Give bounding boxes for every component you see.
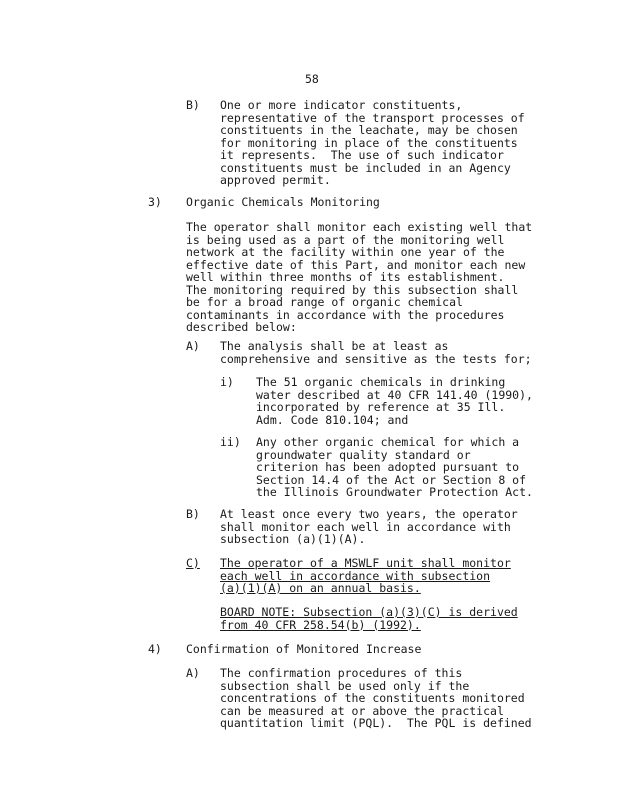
text-line: Section 14.4 of the Act or Section 8 of	[256, 472, 527, 487]
text-line: The monitoring required by this subsection shall	[186, 282, 519, 297]
text-line: One or more indicator constituents,	[220, 98, 463, 112]
text-line: well within three months of its establishment.	[186, 270, 505, 284]
text-line: is being used as a part of the monitoring well	[186, 232, 505, 247]
item-label: A)	[186, 666, 200, 680]
item-label: B)	[186, 98, 200, 112]
text-line: (a)(1)(A) on an annual basis.	[220, 581, 421, 595]
text-line: At least once every two years, the operator	[220, 507, 518, 521]
text-line: subsection (a)(1)(A).	[220, 532, 366, 546]
item-text	[220, 508, 518, 546]
text-line: The operator shall monitor each existing well that	[186, 220, 533, 234]
text-line: incorporated by reference at 35 Ill.	[256, 400, 506, 414]
subitem-label: i)	[220, 375, 234, 389]
section-intro	[186, 221, 532, 334]
text-line: representative of the transport processes of	[220, 110, 525, 125]
text-line: The 51 organic chemicals in drinking	[256, 375, 506, 389]
board-note	[220, 606, 518, 631]
item-text	[220, 340, 532, 365]
text-line: described below:	[186, 320, 297, 334]
text-line: can be measured at or above the practical	[220, 703, 504, 718]
text-line: each well in accordance with subsection	[220, 568, 491, 583]
text-line: Adm. Code 810.104; and	[256, 412, 409, 427]
text-line: The confirmation procedures of this	[220, 666, 463, 680]
text-line: effective date of this Part, and monitor each new	[186, 257, 526, 272]
item-text	[220, 667, 532, 730]
text-line: be for a broad range of organic chemical	[186, 295, 463, 309]
text-line: the Illinois Groundwater Protection Act.	[256, 485, 533, 499]
item-text	[220, 99, 525, 187]
item-label: B)	[186, 507, 200, 521]
text-line: approved permit.	[220, 173, 331, 187]
subitem-text	[256, 376, 533, 426]
text-line: BOARD NOTE: Subsection (a)(3)(C) is derived	[220, 605, 518, 619]
item-text	[220, 557, 511, 595]
section-heading: Confirmation of Monitored Increase	[186, 642, 422, 656]
text-line: contaminants in accordance with the procedures	[186, 307, 505, 322]
text-line: from 40 CFR 258.54(b) (1992).	[220, 617, 421, 632]
text-line: Any other organic chemical for which a	[256, 435, 520, 449]
text-line: quantitation limit (PQL). The PQL is defined	[220, 716, 532, 730]
text-line: it represents. The use of such indicator	[220, 148, 504, 162]
text-line: constituents must be included in an Agency	[220, 160, 511, 175]
text-line: groundwater quality standard or	[256, 447, 471, 462]
section-number: 3)	[148, 195, 162, 209]
text-line: concentrations of the constituents monitored	[220, 691, 525, 705]
section-number: 4)	[148, 642, 162, 656]
text-line: criterion has been adopted pursuant to	[256, 460, 520, 474]
text-line: The analysis shall be at least as	[220, 339, 449, 353]
text-line: The operator of a MSWLF unit shall monitor	[220, 556, 511, 570]
page-number: 58	[305, 72, 319, 86]
text-line: for monitoring in place of the constituents	[220, 135, 518, 150]
text-line: comprehensive and sensitive as the tests for;	[220, 351, 532, 366]
item-label: C)	[186, 556, 200, 570]
text-line: water described at 40 CFR 141.40 (1990),	[256, 387, 533, 402]
text-line: shall monitor each well in accordance with	[220, 519, 511, 534]
section-heading: Organic Chemicals Monitoring	[186, 195, 380, 209]
text-line: constituents in the leachate, may be chosen	[220, 123, 518, 137]
text-line: subsection shall be used only if the	[220, 678, 470, 693]
item-label: A)	[186, 339, 200, 353]
subitem-text	[256, 436, 533, 499]
subitem-label: ii)	[220, 435, 241, 449]
text-line: network at the facility within one year of the	[186, 245, 505, 259]
